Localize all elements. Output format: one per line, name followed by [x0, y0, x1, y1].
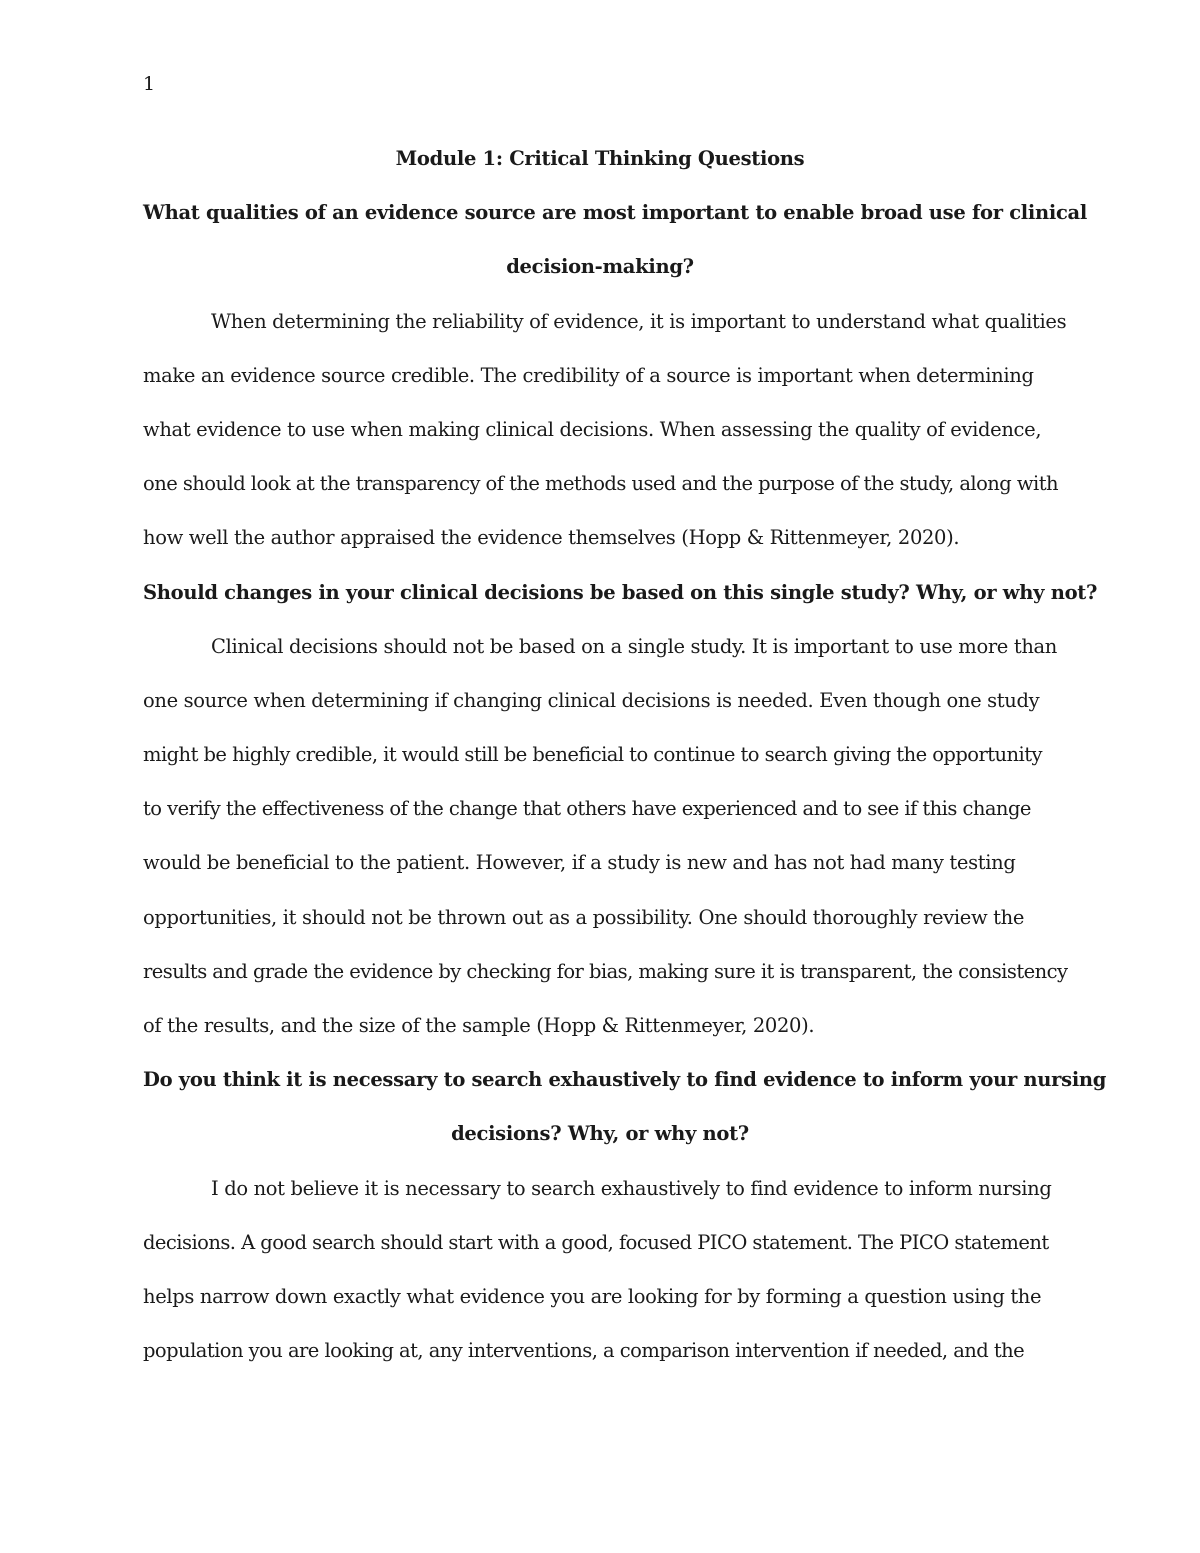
page-number: 1	[143, 73, 156, 95]
paragraph-line: one source when determining if changing clinical decisions is needed. Even though one study	[143, 688, 1040, 712]
question-heading-3-line-1: Do you think it is necessary to search exhaustively to find evidence to inform your nursing	[143, 1068, 1107, 1092]
paragraph-line: I do not believe it is necessary to search exhaustively to find evidence to inform nursing	[211, 1176, 1052, 1200]
paragraph-line: one should look at the transparency of the methods used and the purpose of the study, along with	[143, 472, 1058, 496]
paragraph-line: how well the author appraised the evidence themselves (Hopp & Rittenmeyer, 2020).	[143, 526, 960, 550]
paragraph-line: When determining the reliability of evidence, it is important to understand what qualities	[211, 309, 1067, 333]
paragraph-line: would be beneficial to the patient. However, if a study is new and has not had many testing	[143, 851, 1016, 875]
paragraph-line: results and grade the evidence by checking for bias, making sure it is transparent, the consistency	[143, 959, 1068, 983]
paragraph-line: of the results, and the size of the sample (Hopp & Rittenmeyer, 2020).	[143, 1014, 815, 1037]
paragraph-line: what evidence to use when making clinical decisions. When assessing the quality of evidence,	[143, 417, 1042, 441]
paragraph-line: decisions. A good search should start with a good, focused PICO statement. The PICO statement	[143, 1230, 1049, 1254]
paragraph-line: opportunities, it should not be thrown out as a possibility. One should thoroughly review the	[143, 905, 1025, 929]
paragraph-line: Clinical decisions should not be based on a single study. It is important to use more than	[211, 634, 1058, 658]
question-heading-3-line-2: decisions? Why, or why not?	[451, 1122, 749, 1146]
question-heading-2: Should changes in your clinical decisions be based on this single study? Why, or why not?	[143, 580, 1098, 604]
paragraph-line: might be highly credible, it would still be beneficial to continue to search giving the opportunity	[143, 743, 1042, 767]
paragraph-line: make an evidence source credible. The credibility of a source is important when determining	[143, 363, 1034, 387]
document-title: Module 1: Critical Thinking Questions	[395, 147, 805, 170]
paragraph-line: helps narrow down exactly what evidence you are looking for by forming a question using the	[143, 1284, 1042, 1308]
question-heading-1-line-2: decision-making?	[506, 255, 694, 279]
paragraph-line: to verify the effectiveness of the change that others have experienced and to see if this change	[143, 797, 1031, 821]
question-heading-1-line-1: What qualities of an evidence source are most important to enable broad use for clinical	[143, 201, 1088, 225]
document-body	[143, 144, 1107, 1390]
paragraph-line: population you are looking at, any interventions, a comparison intervention if needed, and the	[143, 1339, 1025, 1363]
